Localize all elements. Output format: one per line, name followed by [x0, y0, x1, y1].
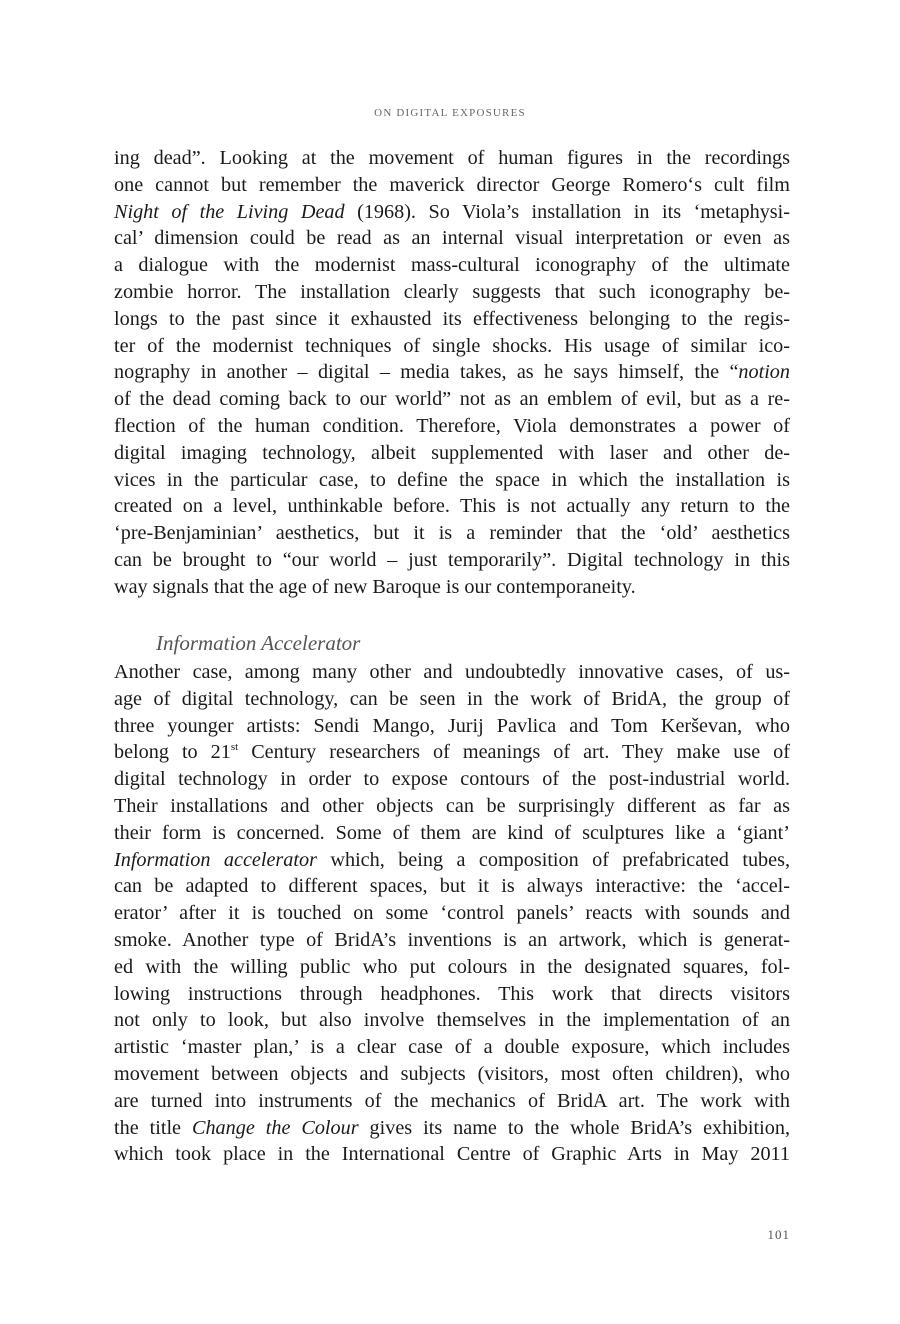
emphasis-notion: notion	[738, 361, 790, 384]
running-head: ON DIGITAL EXPOSURES	[374, 107, 526, 119]
text-fragment: (1968). So Viola’s installation in its ‘metaphysi-	[357, 200, 790, 223]
text-line: artistic ‘master plan,’ is a clear case of a double exposure, which includes	[114, 1036, 790, 1059]
text-fragment: which, being a composition of prefabricated tubes,	[316, 848, 790, 871]
text-line: smoke. Another type of BridA’s inventions is an artwork, which is generat-	[114, 928, 790, 951]
page-number: 101	[767, 1227, 790, 1242]
superscript: st	[230, 741, 239, 754]
text-line: can be brought to “our world – just temporarily”. Digital technology in this	[114, 548, 790, 571]
text-line	[114, 847, 790, 874]
text-line: lowing instructions through headphones. This work that directs visitors	[114, 982, 790, 1005]
text-line: age of digital technology, can be seen in the work of BridA, the group of	[114, 687, 790, 710]
text-line: can be adapted to different spaces, but it is always interactive: the ‘accel-	[114, 875, 790, 898]
text-line: zombie horror. The installation clearly suggests that such iconography be-	[114, 280, 790, 303]
artwork-title: Change the Colour	[191, 1116, 359, 1139]
text-line: digital imaging technology, albeit supplemented with laser and other de-	[114, 441, 790, 464]
text-line: not only to look, but also involve themselves in the implementation of an	[114, 1009, 790, 1032]
text-fragment: Century researchers of meanings of art. They make use of	[238, 741, 790, 764]
paragraph-brida	[114, 659, 790, 1168]
text-line: cal’ dimension could be read as an internal visual interpretation or even as	[114, 227, 790, 250]
text-line: movement between objects and subjects (visitors, most often children), who	[114, 1062, 790, 1085]
text-line: ing dead”. Looking at the movement of human figures in the recordings	[114, 147, 790, 169]
text-line: longs to the past since it exhausted its effectiveness belonging to the regis-	[114, 307, 790, 330]
text-fragment: nography in another – digital – media takes, as he says himself, the “	[114, 361, 739, 384]
text-fragment: belong to 21	[114, 741, 231, 764]
text-line	[114, 739, 790, 766]
text-line: digital technology in order to expose contours of the post-industrial world.	[114, 768, 790, 791]
artwork-title: Information accelerator	[114, 848, 317, 871]
text-line: three younger artists: Sendi Mango, Jurij Pavlica and Tom Kerševan, who	[114, 714, 790, 737]
text-line: vices in the particular case, to define the space in which the installation is	[114, 468, 790, 491]
film-title: Night of the Living Dead	[114, 200, 345, 223]
text-line	[114, 199, 790, 226]
text-line: way signals that the age of new Baroque is our contemporaneity.	[114, 575, 636, 598]
text-line: a dialogue with the modernist mass-cultural iconography of the ultimate	[114, 254, 790, 277]
text-fragment: gives its name to the whole BridA’s exhibition,	[358, 1116, 790, 1139]
text-line: are turned into instruments of the mechanics of BridA art. The work with	[114, 1089, 790, 1112]
text-line: ter of the modernist techniques of single shocks. His usage of similar ico-	[114, 334, 790, 357]
text-line	[114, 359, 790, 386]
text-line: which took place in the International Centre of Graphic Arts in May 2011	[114, 1143, 790, 1166]
text-line: ed with the willing public who put colours in the designated squares, fol-	[114, 955, 790, 978]
text-fragment: the title	[114, 1116, 192, 1139]
section-heading: Information Accelerator	[156, 631, 361, 655]
text-line: erator’ after it is touched on some ‘control panels’ reacts with sounds and	[114, 902, 790, 925]
text-line: one cannot but remember the maverick director George Romero‘s cult film	[114, 173, 790, 196]
text-line: of the dead coming back to our world” not as an emblem of evil, but as a re-	[114, 388, 790, 411]
text-line: flection of the human condition. Therefore, Viola demonstrates a power of	[114, 414, 790, 437]
text-line: ‘pre-Benjaminian’ aesthetics, but it is a reminder that the ‘old’ aesthetics	[114, 522, 790, 545]
text-line: created on a level, unthinkable before. This is not actually any return to the	[114, 495, 790, 518]
paragraph-viola	[114, 145, 790, 601]
text-line: their form is concerned. Some of them are kind of sculptures like a ‘giant’	[114, 821, 790, 844]
text-line: Their installations and other objects can be surprisingly different as far as	[114, 794, 790, 817]
text-line: Another case, among many other and undoubtedly innovative cases, of us-	[114, 661, 790, 683]
text-line	[114, 1115, 790, 1142]
